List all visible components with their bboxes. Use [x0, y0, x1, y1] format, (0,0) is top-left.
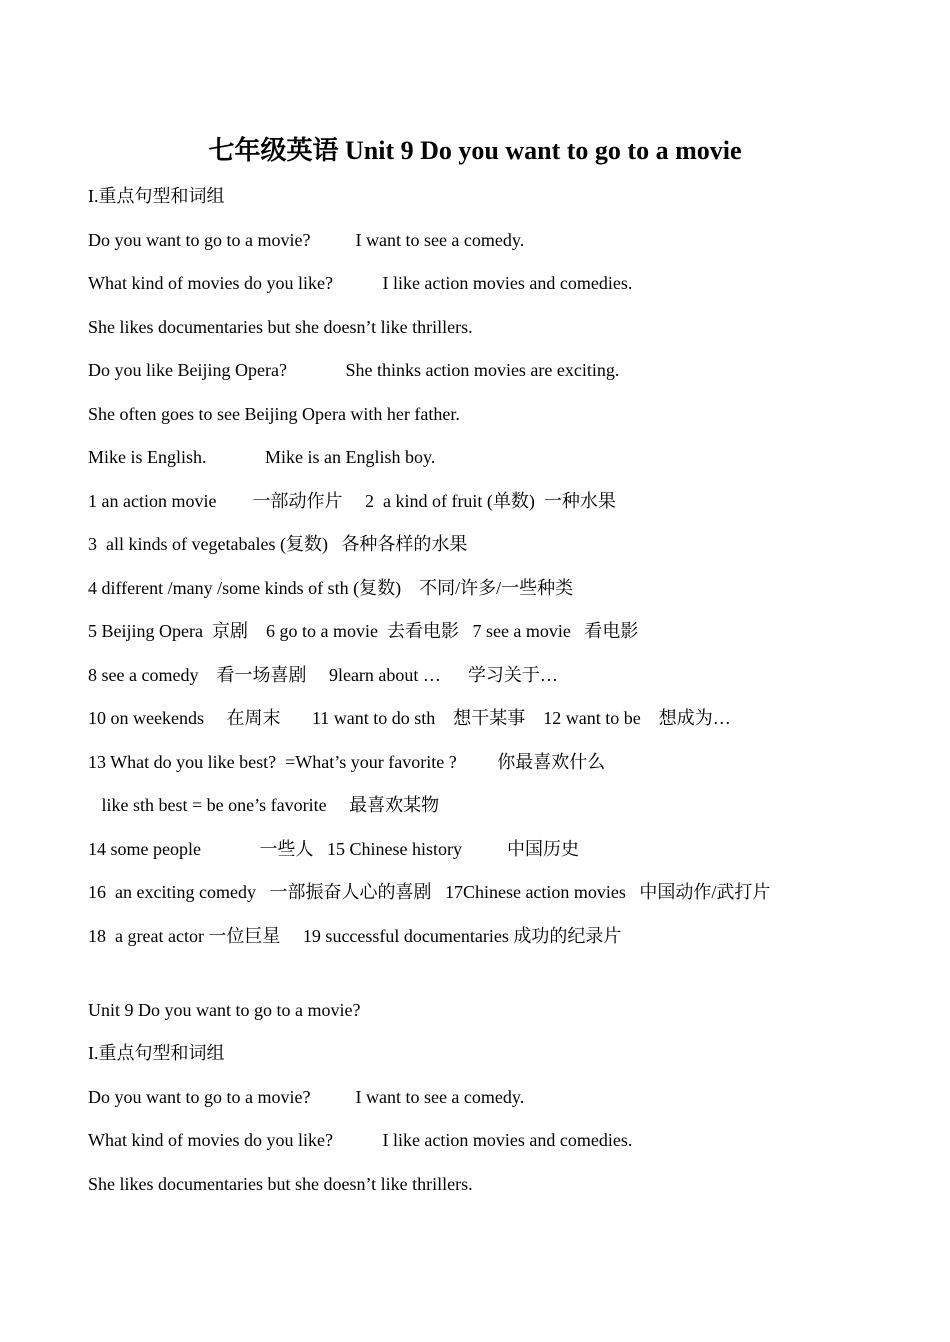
phrase-line: 5 Beijing Opera 京剧 6 go to a movie 去看电影 7 see a movie 看电影 [88, 621, 639, 641]
text-line: Do you want to go to a movie? I want to see a comedy. [88, 1087, 525, 1107]
section-heading: I.重点句型和词组 [88, 1043, 225, 1063]
repeated-heading: Unit 9 Do you want to go to a movie? [88, 1000, 361, 1020]
text-line: She often goes to see Beijing Opera with her father. [88, 404, 460, 424]
phrase-line: 18 a great actor 一位巨星 19 successful documentaries 成功的纪录片 [88, 926, 622, 946]
section-heading: I.重点句型和词组 [88, 186, 225, 206]
text-line: She likes documentaries but she doesn’t like thrillers. [88, 1174, 473, 1194]
phrase-line: 14 some people 一些人 15 Chinese history 中国历史 [88, 839, 579, 859]
phrase-line: 10 on weekends 在周末 11 want to do sth 想干某事 12 want to be 想成为… [88, 708, 731, 728]
text-line: Do you like Beijing Opera? She thinks action movies are exciting. [88, 360, 620, 380]
phrase-line: 3 all kinds of vegetabales (复数) 各种各样的水果 [88, 534, 468, 554]
document-title: 七年级英语 Unit 9 Do you want to go to a movie [208, 136, 742, 165]
phrase-line: like sth best = be one’s favorite 最喜欢某物 [88, 795, 440, 815]
text-line: Mike is English. Mike is an English boy. [88, 447, 436, 467]
phrase-line: 1 an action movie 一部动作片 2 a kind of fruit (单数) 一种水果 [88, 491, 616, 511]
text-line: Do you want to go to a movie? I want to see a comedy. [88, 230, 525, 250]
text-line: What kind of movies do you like? I like action movies and comedies. [88, 1130, 633, 1150]
text-line: What kind of movies do you like? I like action movies and comedies. [88, 273, 633, 293]
phrase-line: 13 What do you like best? =What’s your favorite ? 你最喜欢什么 [88, 752, 606, 772]
text-line: She likes documentaries but she doesn’t like thrillers. [88, 317, 473, 337]
phrase-line: 8 see a comedy 看一场喜剧 9learn about … 学习关于… [88, 665, 558, 685]
phrase-line: 4 different /many /some kinds of sth (复数) 不同/许多/一些种类 [88, 578, 574, 598]
phrase-line: 16 an exciting comedy 一部振奋人心的喜剧 17Chinese action movies 中国动作/武打片 [88, 882, 771, 902]
